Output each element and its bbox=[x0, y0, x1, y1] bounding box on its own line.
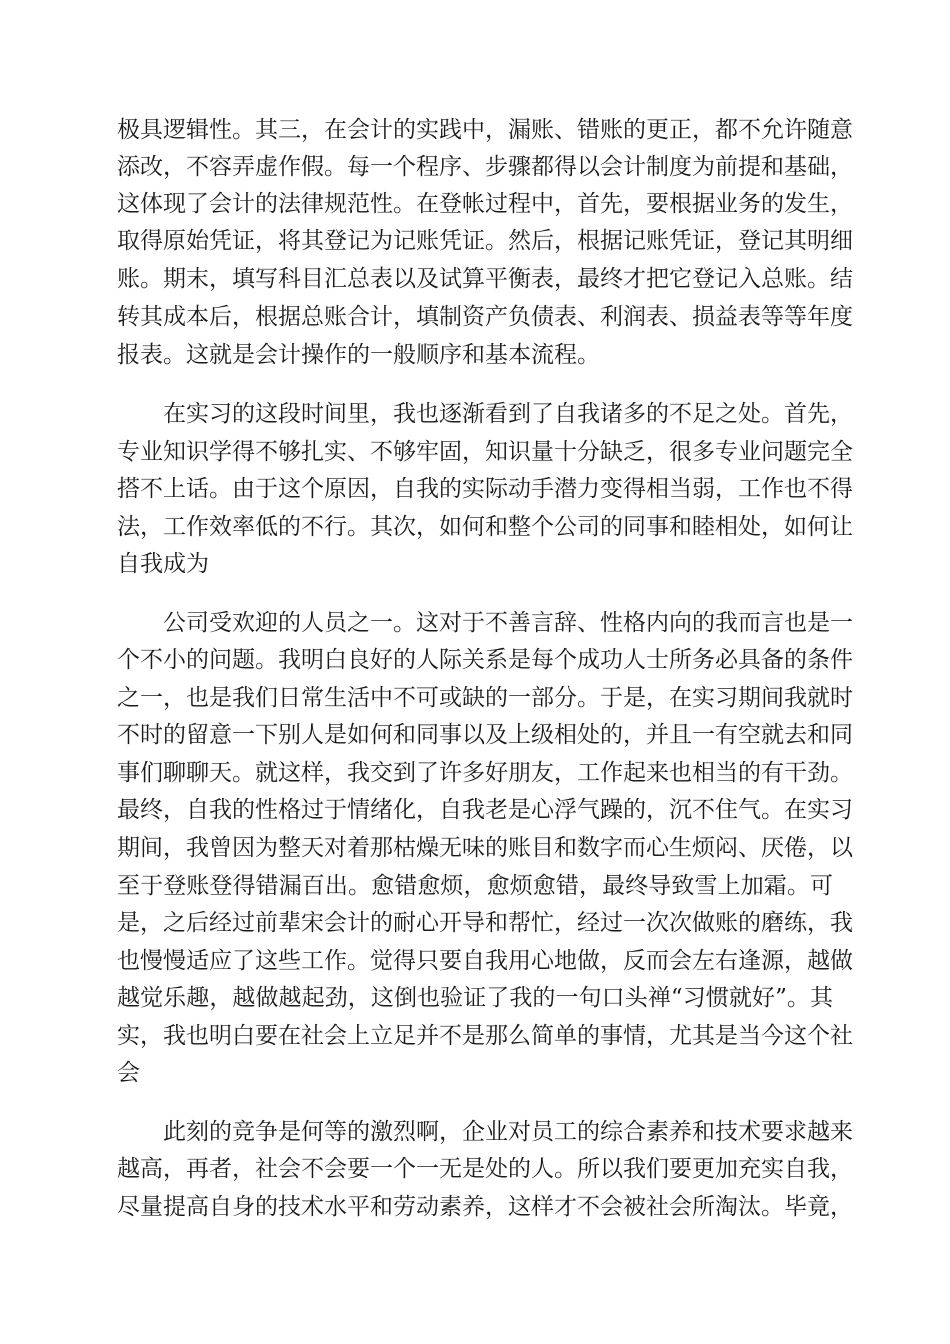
paragraph-1-line-7: 报表。这就是会计操作的一般顺序和基本流程。 bbox=[117, 342, 600, 368]
paragraph-3-line-7: 期间，我曾因为整天对着那枯燥无味的账目和数字而心生烦闷、厌倦，以 bbox=[117, 835, 853, 861]
paragraph-3-line-13: 会 bbox=[117, 1060, 140, 1086]
paragraph-1-line-4: 取得原始凭证，将其登记为记账凭证。然后，根据记账凭证，登记其明细 bbox=[117, 228, 853, 254]
paragraph-2-line-5: 自我成为 bbox=[117, 551, 209, 577]
paragraph-1-line-3: 这体现了会计的法律规范性。在登帐过程中，首先，要根据业务的发生， bbox=[117, 191, 853, 217]
paragraph-3-line-9: 是，之后经过前辈宋会计的耐心开导和帮忙，经过一次次做账的磨练，我 bbox=[117, 910, 853, 936]
paragraph-2-line-3: 搭不上话。由于这个原因，自我的实际动手潜力变得相当弱，工作也不得 bbox=[117, 476, 853, 502]
paragraph-3-line-11: 越觉乐趣，越做越起劲，这倒也验证了我的一句口头禅“习惯就好”。其 bbox=[117, 985, 833, 1011]
paragraph-2-line-1: 在实习的这段时间里，我也逐渐看到了自我诸多的不足之处。首先， bbox=[163, 401, 853, 427]
paragraph-1-line-6: 转其成本后，根据总账合计，填制资产负债表、利润表、损益表等等年度 bbox=[117, 304, 853, 330]
paragraph-2-line-4: 法，工作效率低的不行。其次，如何和整个公司的同事和睦相处，如何让 bbox=[117, 514, 853, 540]
paragraph-2-line-2: 专业知识学得不够扎实、不够牢固，知识量十分缺乏，很多专业问题完全 bbox=[117, 439, 853, 465]
paragraph-3-line-10: 也慢慢适应了这些工作。觉得只要自我用心地做，反而会左右逢源，越做 bbox=[117, 948, 853, 974]
paragraph-4-line-1: 此刻的竞争是何等的激烈啊，企业对员工的综合素养和技术要求越来 bbox=[163, 1119, 853, 1145]
paragraph-1-line-5: 账。期末，填写科目汇总表以及试算平衡表，最终才把它登记入总账。结 bbox=[117, 266, 853, 292]
paragraph-3-line-5: 事们聊聊天。就这样，我交到了许多好朋友，工作起来也相当的有干劲。 bbox=[117, 760, 853, 786]
paragraph-3-line-3: 之一，也是我们日常生活中不可或缺的一部分。于是，在实习期间我就时 bbox=[117, 685, 853, 711]
paragraph-4-line-2: 越高，再者，社会不会要一个一无是处的人。所以我们要更加充实自我， bbox=[117, 1156, 853, 1182]
paragraph-3-line-6: 最终，自我的性格过于情绪化，自我老是心浮气躁的，沉不住气。在实习 bbox=[117, 797, 853, 823]
paragraph-1-line-2: 添改，不容弄虚作假。每一个程序、步骤都得以会计制度为前提和基础， bbox=[117, 154, 853, 180]
paragraph-4-line-3: 尽量提高自身的技术水平和劳动素养，这样才不会被社会所淘汰。毕竟， bbox=[117, 1194, 853, 1220]
paragraph-3-line-8: 至于登账登得错漏百出。愈错愈烦，愈烦愈错，最终导致雪上加霜。可 bbox=[117, 873, 833, 899]
paragraph-1-line-1: 极具逻辑性。其三，在会计的实践中，漏账、错账的更正，都不允许随意 bbox=[117, 117, 853, 143]
paragraph-3-line-1: 公司受欢迎的人员之一。这对于不善言辞、性格内向的我而言也是一 bbox=[163, 610, 853, 636]
paragraph-3-line-4: 不时的留意一下别人是如何和同事以及上级相处的，并且一有空就去和同 bbox=[117, 722, 853, 748]
paragraph-3-line-2: 个不小的问题。我明白良好的人际关系是每个成功人士所务必具备的条件 bbox=[117, 647, 853, 673]
paragraph-3-line-12: 实，我也明白要在社会上立足并不是那么简单的事情，尤其是当今这个社 bbox=[117, 1023, 853, 1049]
